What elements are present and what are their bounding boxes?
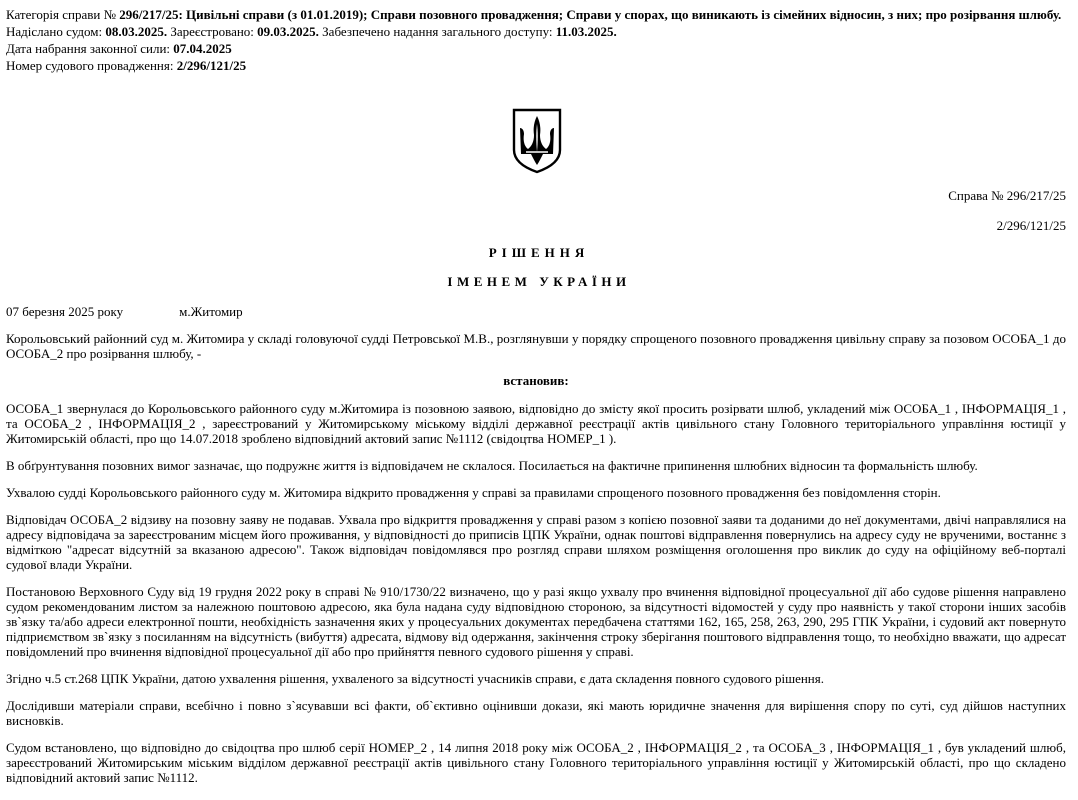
date-place-line [6, 304, 243, 320]
document-subtitle: ІМЕНЕМ УКРАЇНИ [447, 274, 631, 289]
proceeding-number-header: 2/296/121/25 [996, 218, 1066, 233]
document-title: РІШЕННЯ [488, 245, 590, 260]
decision-body [6, 331, 1066, 797]
case-category-label: Категорія справи № [6, 7, 120, 22]
access-date: 11.03.2025. [555, 24, 617, 39]
effective-date: 07.04.2025 [173, 41, 232, 56]
decision-city: м.Житомир [179, 304, 243, 319]
case-category-value: 296/217/25: Цивільні справи (з 01.01.2019); Справи позовного провадження; Справи у спорах, що виникають із сімейних відносин, з них; про розірвання шлюбу. [119, 7, 1062, 22]
body-paragraph: Відповідач ОСОБА_2 відзиву на позовну заяву не подавав. Ухвала про відкриття провадження у справі разом з копією позовної заяви та доданими до неї документами, двічі направлялися на адресу відповідача за зареєстрованим місцем його проживання, у відповідності до приписів ЦПК України, однак поштові відправлення повернулись на адресу суду не врученими, востаннє з відміткою "адресат відсутній за вказаною адресою". Також відповідач повідомлявся про розгляд справи шляхом розміщення оголошення про виклик до суду на офіційному веб-порталі судової влади України. [6, 512, 1066, 572]
body-paragraph: Судом встановлено, що відповідно до свідоцтва про шлюб серії НОМЕР_2 , 14 липня 2018 року між ОСОБА_2 , ІНФОРМАЦІЯ_2 , та ОСОБА_3 , ІНФОРМАЦІЯ_1 , був укладений шлюб, зареєстрований Житомирським міським відділом державної реєстрації актів цивільного стану Головного територіального управління юстиції у Житомирській області, про що складено відповідний актовий запис №1112. [6, 740, 1066, 785]
body-paragraph: Ухвалою судді Корольовського районного суду м. Житомира відкрито провадження у справі за правилами спрощеного позовного провадження без повідомлення сторін. [6, 485, 941, 500]
case-number: Справа № 296/217/25 [948, 188, 1066, 203]
body-paragraph: Постановою Верховного Суду від 19 грудня 2022 року в справі № 910/1730/22 визначено, що у разі якщо ухвалу про вчинення відповідної процесуальної дії або судове рішення направлено судом рекомендованим листом за належною поштовою адресою, яка була надана суду відповідною стороною, за відсутності відомостей у суду про наявність у такої сторони інших засобів зв`язку та/або адреси електронної пошти, необхідність зазначення яких у процесуальних документах передбачена статтями 162, 165, 258, 263, 290, 295 ГПК України, і судовий акт повернуто підприємством зв`язку з посиланням на відсутність (вибуття) адресата, відмову від одержання, закінчення строку зберігання поштового відправлення тощо, то необхідно вважати, що адресат повідомлений про вчинення відповідної процесуальної дії або про прийняття певного судового рішення у справі. [6, 584, 1066, 659]
proceeding-number-line [6, 57, 1066, 74]
registered-date: 09.03.2025. [257, 24, 319, 39]
sent-label: Надіслано судом: [6, 24, 106, 39]
effective-label: Дата набрання законної сили: [6, 41, 174, 56]
body-paragraph: В обґрунтування позовних вимог зазначає, що подружнє життя із відповідачем не склалося. Посилається на фактичне припинення шлюбних відносин та формальність шлюбу. [6, 458, 978, 473]
document-metadata [6, 6, 1066, 74]
coat-of-arms-icon [512, 108, 562, 174]
decision-date: 07 березня 2025 року [6, 304, 124, 319]
body-paragraph: Дослідивши матеріали справи, всебічно і повно з`ясувавши всі факти, об`єктивно оцінивши докази, які мають юридичне значення для вирішення спору по суті, суд дійшов наступних висновків. [6, 698, 1066, 728]
registered-label: Зареєстровано: [167, 24, 258, 39]
proceeding-label: Номер судового провадження: [6, 58, 177, 73]
dates-line [6, 23, 1066, 40]
body-paragraph: ОСОБА_1 звернулася до Корольовського районного суду м.Житомира із позовною заявою, відповідно до змісту якої просить розірвати шлюб, укладений між ОСОБА_1 , ІНФОРМАЦІЯ_1 , та ОСОБА_2 , ІНФОРМАЦІЯ_2 , зареєстрований у Житомирському міському відділі державної реєстрації актів цивільного стану Головного територіального управління юстиції у Житомирській області, про що 14.07.2018 зроблено відповідний актовий запис №1112 (свідоцтва НОМЕР_1 ). [6, 401, 1066, 446]
sent-date: 08.03.2025. [105, 24, 168, 39]
section-heading: встановив: [503, 373, 569, 388]
access-label: Забезпечено надання загального доступу: [318, 24, 556, 39]
case-category [6, 6, 1066, 23]
body-paragraph: Згідно ч.5 ст.268 ЦПК України, датою ухвалення рішення, ухваленого за відсутності учасників справи, є дата складення повного судового рішення. [6, 671, 824, 686]
proceeding-number: 2/296/121/25 [176, 58, 247, 73]
effective-date-line [6, 40, 1066, 57]
body-paragraph: Корольовський районний суд м. Житомира у складі головуючої судді Петровської М.В., розглянувши у порядку спрощеного позовного провадження цивільну справу за позовом ОСОБА_1 до ОСОБА_2 про розірвання шлюбу, - [6, 331, 1066, 361]
